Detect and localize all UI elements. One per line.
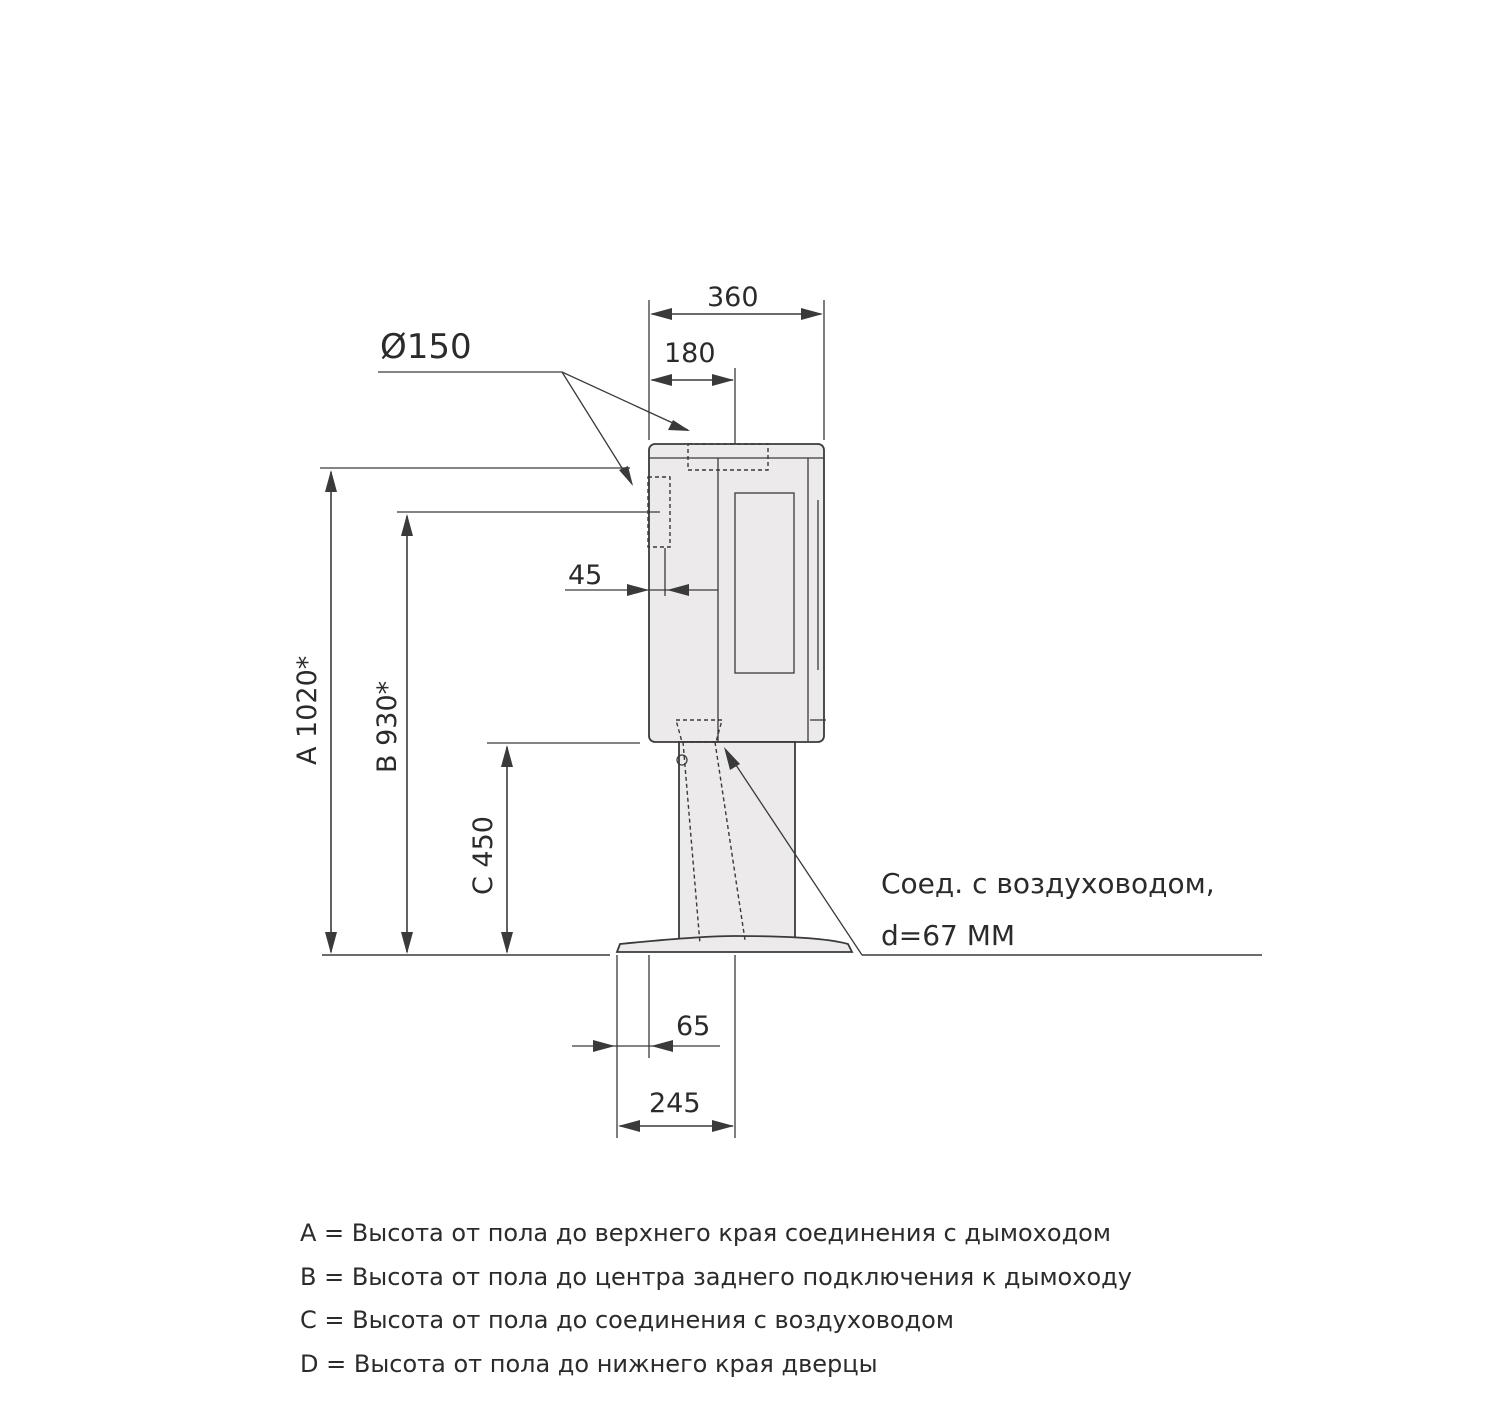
- label-b: B 930*: [372, 680, 403, 773]
- air-duct-label-line2: d=67 ММ: [881, 919, 1016, 952]
- label-65: 65: [676, 1011, 711, 1042]
- stove-pedestal: [617, 742, 852, 952]
- label-180: 180: [664, 338, 716, 369]
- legend: [300, 1212, 1400, 1386]
- label-245: 245: [649, 1088, 701, 1119]
- legend-item-d: D = Высота от пола до нижнего края дверцы: [300, 1349, 878, 1378]
- flue-diameter-leader: [378, 372, 690, 486]
- dimension-180: [650, 368, 735, 444]
- dimension-c: [487, 743, 640, 954]
- legend-item-a: A = Высота от пола до верхнего края соединения с дымоходом: [300, 1219, 1111, 1247]
- dimension-b: [397, 512, 660, 954]
- label-flue-diameter: Ø150: [380, 327, 472, 367]
- stove-body: [649, 444, 826, 742]
- legend-item-c: C = Высота от пола до соединения с воздуховодом: [300, 1306, 954, 1334]
- label-c: C 450: [468, 816, 499, 895]
- legend-item-b: B = Высота от пола до центра заднего подключения к дымоходу: [300, 1262, 1132, 1291]
- dimension-360: [649, 300, 824, 440]
- label-360: 360: [707, 282, 759, 313]
- label-a: A 1020*: [292, 655, 323, 765]
- air-duct-label-line1: Соед. с воздуховодом,: [881, 867, 1215, 900]
- label-45: 45: [568, 560, 603, 591]
